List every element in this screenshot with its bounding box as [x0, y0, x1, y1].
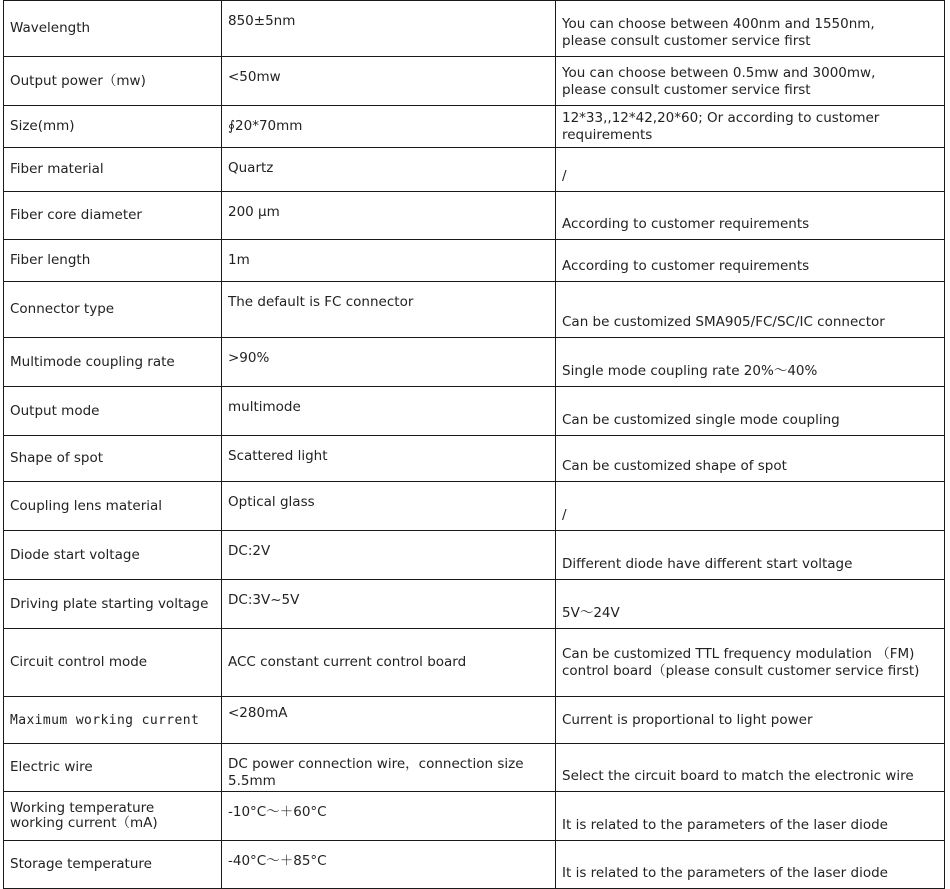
note-cell: Can be customized SMA905/FC/SC/IC connector	[556, 282, 945, 338]
note-cell: Can be customized shape of spot	[556, 436, 945, 482]
table-row	[4, 436, 945, 482]
param-cell: Circuit control mode	[4, 629, 222, 697]
param-cell: Driving plate starting voltage	[4, 580, 222, 629]
param-cell: Maximum working current	[4, 697, 222, 744]
value-cell: The default is FC connector	[222, 282, 556, 338]
value-cell: multimode	[222, 387, 556, 436]
table-row	[4, 240, 945, 282]
note-cell: It is related to the parameters of the laser diode	[556, 841, 945, 889]
value-cell: 200 μm	[222, 192, 556, 240]
table-row	[4, 282, 945, 338]
param-cell: Output mode	[4, 387, 222, 436]
param-cell: Working temperature working current（mA)	[4, 792, 222, 841]
note-cell: Can be customized single mode coupling	[556, 387, 945, 436]
value-cell: ACC constant current control board	[222, 629, 556, 697]
note-cell: You can choose between 400nm and 1550nm, please consult customer service first	[556, 1, 945, 57]
note-cell: Different diode have different start voltage	[556, 531, 945, 580]
param-cell: Coupling lens material	[4, 482, 222, 531]
param-cell: Connector type	[4, 282, 222, 338]
note-cell: According to customer requirements	[556, 192, 945, 240]
value-cell: DC:2V	[222, 531, 556, 580]
value-cell: <280mA	[222, 697, 556, 744]
param-cell: Multimode coupling rate	[4, 338, 222, 387]
value-cell: DC power connection wire，connection size 5.5mm	[222, 744, 556, 792]
table-row	[4, 482, 945, 531]
value-cell: Scattered light	[222, 436, 556, 482]
param-cell: Storage temperature	[4, 841, 222, 889]
param-cell: Shape of spot	[4, 436, 222, 482]
table-row	[4, 744, 945, 792]
table-row	[4, 192, 945, 240]
note-cell: It is related to the parameters of the laser diode	[556, 792, 945, 841]
table-row	[4, 57, 945, 106]
param-cell: Fiber material	[4, 148, 222, 192]
table-row	[4, 1, 945, 57]
value-cell: ∮20*70mm	[222, 106, 556, 148]
param-cell: Diode start voltage	[4, 531, 222, 580]
table-row	[4, 338, 945, 387]
param-cell: Electric wire	[4, 744, 222, 792]
table-row	[4, 148, 945, 192]
param-cell: Wavelength	[4, 1, 222, 57]
table-row	[4, 531, 945, 580]
param-cell: Fiber core diameter	[4, 192, 222, 240]
value-cell: 1m	[222, 240, 556, 282]
table-row	[4, 387, 945, 436]
param-cell: Size(mm)	[4, 106, 222, 148]
note-cell: Single mode coupling rate 20%～40%	[556, 338, 945, 387]
note-cell: You can choose between 0.5mw and 3000mw, please consult customer service first	[556, 57, 945, 106]
value-cell: -40°C～＋85°C	[222, 841, 556, 889]
note-cell: Select the circuit board to match the electronic wire	[556, 744, 945, 792]
table-row	[4, 697, 945, 744]
note-cell: 5V～24V	[556, 580, 945, 629]
value-cell: <50mw	[222, 57, 556, 106]
note-cell: /	[556, 482, 945, 531]
param-cell: Fiber length	[4, 240, 222, 282]
table-row	[4, 792, 945, 841]
note-cell: 12*33,,12*42,20*60; Or according to customer requirements	[556, 106, 945, 148]
spec-table	[3, 0, 945, 889]
value-cell: >90%	[222, 338, 556, 387]
note-cell: Can be customized TTL frequency modulation （FM) control board（please consult customer service first)	[556, 629, 945, 697]
note-cell: /	[556, 148, 945, 192]
table-row	[4, 106, 945, 148]
value-cell: 850±5nm	[222, 1, 556, 57]
table-row	[4, 629, 945, 697]
table-row	[4, 580, 945, 629]
param-cell: Output power（mw)	[4, 57, 222, 106]
table-row	[4, 841, 945, 889]
value-cell: DC:3V~5V	[222, 580, 556, 629]
note-cell: According to customer requirements	[556, 240, 945, 282]
note-cell: Current is proportional to light power	[556, 697, 945, 744]
value-cell: Optical glass	[222, 482, 556, 531]
value-cell: Quartz	[222, 148, 556, 192]
value-cell: -10°C～＋60°C	[222, 792, 556, 841]
